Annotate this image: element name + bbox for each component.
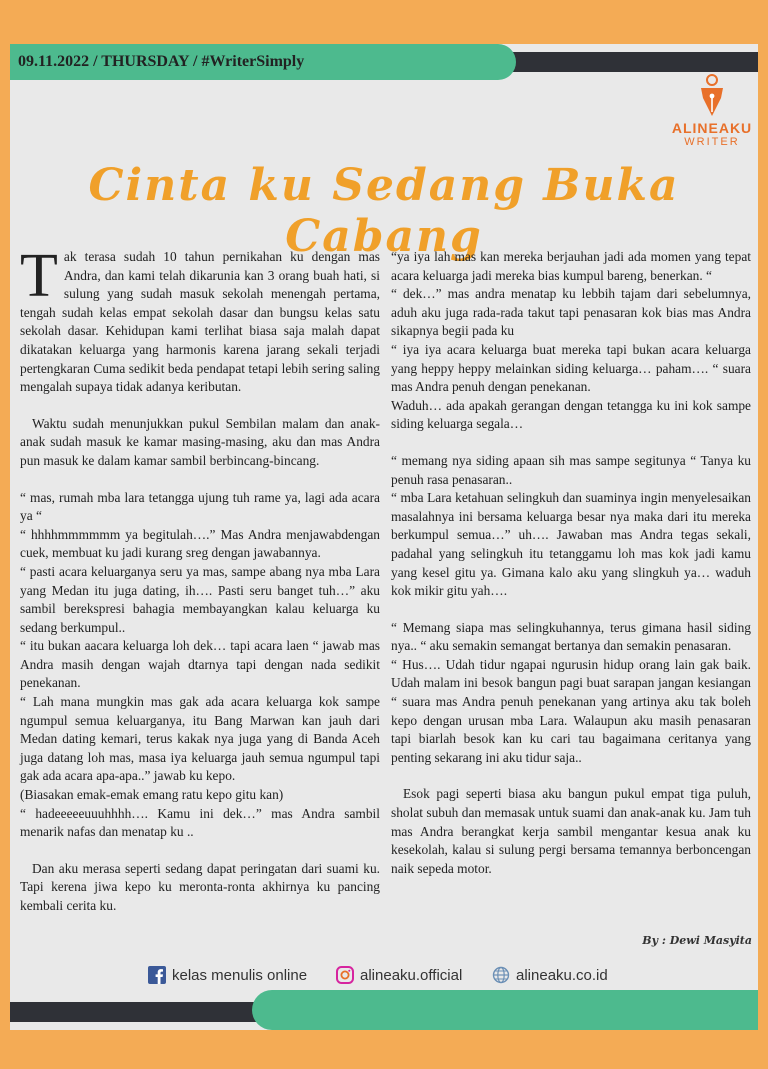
byline: By : Dewi Masyita	[642, 934, 752, 947]
paragraph: Dan aku merasa seperti sedang dapat peringatan dari suami ku. Tapi kerena jiwa kepo ku meronta-ronta akhirnya ku pancing kembali cerita ku.	[20, 860, 380, 913]
dropcap: T	[20, 242, 58, 310]
paragraph: “ Memang siapa mas selingkuhannya, terus gimana hasil siding nya.. “ aku semakin semangat bertanya dan semakin penasaran.	[391, 619, 751, 654]
logo-subtitle: WRITER	[684, 136, 740, 148]
paragraph: Esok pagi seperti biasa aku bangun pukul empat tiga puluh, sholat subuh dan memasak untuk suami dan anak-anak ku. Jam tuh mas Andra berangkat kerja sambil mengantar kesua anak ku kesekolah, kalau si sulung pergi bersama temannya berboncengan naik sepeda motor.	[391, 786, 751, 876]
paragraph: Tak terasa sudah 10 tahun pernikahan ku dengan mas Andra, dan kami telah dikarunia kan 3 orang buah hati, si sulung yang sudah masuk sekolah menengah pertama, tengah sudah kelas empat sekolah dasar dan bungsu kelas satu sekolah dasar. Kehidupan kami terlihat biasa saja malah dapat dikatakan keluarga yang harmonis karena jarang sekali terjadi pertengkaran Cuma sedikit beda pendapat tetapi lebih sering saling mengalah supaya tidak adanya keributan.	[20, 242, 380, 395]
facebook-label: kelas menulis online	[172, 966, 308, 984]
instagram-label: alineaku.official	[360, 966, 463, 984]
paragraph: Waduh… ada apakah gerangan dengan tetangga ku ini kok sampe siding keluarga segala…	[391, 397, 751, 432]
header-dark-stripe	[500, 52, 758, 72]
instagram-icon	[336, 966, 354, 984]
globe-icon	[492, 966, 510, 984]
paragraph: “ hhhhmmmmmm ya begitulah….” Mas Andra menjawabdengan cuek, membuat ku jadi kurang sreg dengan jawabannya.	[20, 526, 380, 561]
right-column	[391, 248, 751, 878]
paragraph: “ memang nya siding apaan sih mas sampe segitunya “ Tanya ku penuh rasa penasaran..	[391, 452, 751, 487]
footer-website[interactable]	[492, 966, 608, 984]
paragraph: “ mas, rumah mba lara tetangga ujung tuh rame ya, lagi ada acara ya “	[20, 489, 380, 524]
header-dateline-bar	[10, 44, 516, 80]
top-border	[0, 0, 768, 44]
paragraph: “ iya iya acara keluarga buat mereka tapi bukan acara keluarga yang heppy heppy melainkan siding keluarga… paham…. “ suara mas Andra penuh dengan penekanan.	[391, 341, 751, 395]
paragraph: “ Lah mana mungkin mas gak ada acara keluarga kok sampe ngumpul semua keluarganya, itu Bang Marwan kan jauh dari Medan dating kemari, terus kakak nya juga yang di Banda Aceh juga datang loh mas, masa iya keluarga jauh semua ngumpul tapi gak ada acara apa-apa..” jawab ku kepo.	[20, 694, 380, 784]
paragraph: Waktu sudah menunjukkan pukul Sembilan malam dan anak-anak sudah masuk ke kamar masing-masing, aku dan mas Andra pun masuk ke dalam kamar sambil berbincang-bincang.	[20, 415, 380, 468]
left-column	[20, 242, 380, 916]
bottom-border	[0, 1030, 768, 1069]
footer-facebook[interactable]	[148, 966, 307, 984]
facebook-icon	[148, 966, 166, 984]
logo-brand: ALINEAKU	[671, 120, 753, 136]
footer-green-bar	[252, 990, 758, 1030]
website-label: alineaku.co.id	[516, 966, 608, 984]
paragraph: “ya iya lah mas kan mereka berjauhan jadi ada momen yang tepat acara keluarga jadi mereka bias kumpul bareng, benerkan. “	[391, 249, 751, 283]
paragraph: “ hadeeeeeuuuhhhh…. Kamu ini dek…” mas Andra sambil menarik nafas dan menatap ku ..	[20, 805, 380, 840]
footer-instagram[interactable]	[336, 966, 462, 984]
article-title: Cinta ku Sedang Buka Cabang	[88, 160, 680, 262]
pen-nib-icon	[697, 74, 727, 118]
logo	[664, 74, 760, 148]
dateline: 09.11.2022 / THURSDAY / #WriterSimply	[18, 53, 305, 70]
paragraph: “ Hus…. Udah tidur ngapai ngurusin hidup orang lain gak baik. Udah malam ini besok bangun pagi buat sarapan jangan kesiangan “ suara mas Andra penuh penekanan yang artinya aku tak boleh kepo dengan urusan mba Lara. Walaupun aku masih penasaran tapi biarlah besok kan ku cari tau bagaimana ceritanya yang penting sekarang ini aku tidur saja..	[391, 656, 751, 765]
paragraph: “ pasti acara keluarganya seru ya mas, sampe abang nya mba Lara yang Medan itu juga dating, ih…. Pasti seru banget tuh…” aku sambil berekspresi bahagia membayangkan kalau keluarga ku sedang berkumpul..	[20, 563, 380, 635]
paragraph: “ dek…” mas andra menatap ku lebbih tajam dari sebelumnya, aduh aku juga rada-rada takut tapi penasaran kok bias mas Andra sikapnya begii pada ku	[391, 286, 751, 339]
paragraph: “ mba Lara ketahuan selingkuh dan suaminya ingin menyelesaikan masalahnya ini bersama keluarga besar nya maka dari itu mereka berkumpul semua…” uh…. Jawaban mas Andra tegas sekali, padahal yang selingkuh itu tetanggamu loh mas kok jadi kamu yang kesel gitu ya. Gimana kalo aku yang slingkuh ya… waduh kok mikir gitu yah….	[391, 490, 751, 599]
paragraph: “ itu bukan aacara keluarga loh dek… tapi acara laen “ jawab mas Andra masih dengan wajah dtarnya tapi dengan nada sedikit penekanan.	[20, 638, 380, 691]
paragraph: (Biasakan emak-emak emang ratu kepo gitu kan)	[20, 787, 284, 803]
